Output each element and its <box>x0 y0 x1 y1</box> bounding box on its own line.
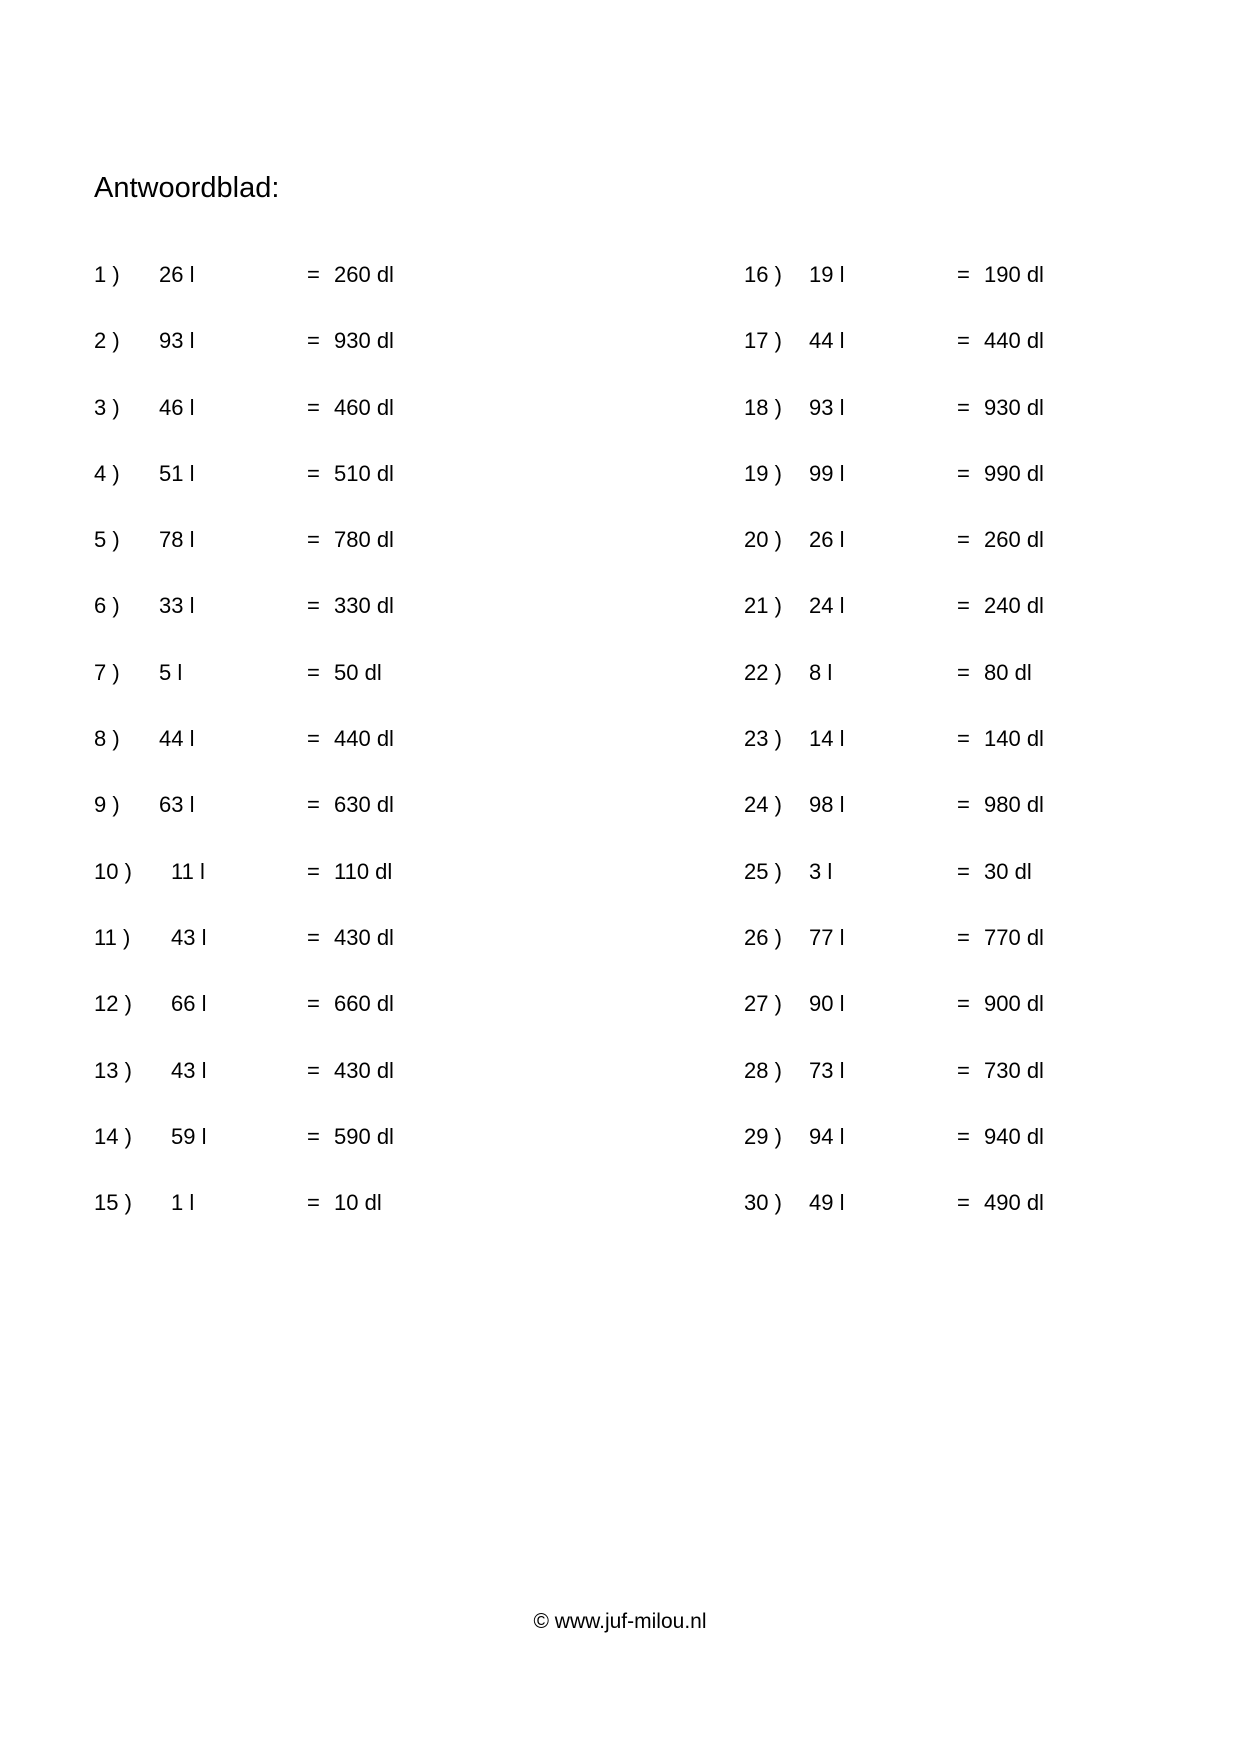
item-question: 43 l <box>171 924 207 950</box>
answer-row <box>94 395 514 461</box>
item-answer: 730 dl <box>984 1057 1044 1083</box>
item-question: 93 l <box>159 328 195 354</box>
item-equals-sign: = <box>307 328 320 354</box>
answer-row <box>94 1058 514 1124</box>
answer-row <box>744 461 1164 527</box>
answers-left-column <box>94 262 514 1256</box>
item-question: 90 l <box>809 991 845 1017</box>
item-equals-sign: = <box>957 659 970 685</box>
item-number: 22 ) <box>744 659 782 685</box>
item-question: 59 l <box>171 1123 207 1149</box>
item-number: 18 ) <box>744 394 782 420</box>
item-equals-sign: = <box>307 1057 320 1083</box>
item-answer: 430 dl <box>334 924 394 950</box>
item-equals-sign: = <box>307 726 320 752</box>
item-question: 94 l <box>809 1123 845 1149</box>
item-question: 49 l <box>809 1190 845 1216</box>
footer-copyright: © www.juf-milou.nl <box>533 1610 707 1633</box>
item-number: 26 ) <box>744 924 782 950</box>
item-equals-sign: = <box>307 394 320 420</box>
item-equals-sign: = <box>957 262 970 287</box>
item-number: 6 ) <box>94 593 120 619</box>
item-equals-sign: = <box>957 991 970 1017</box>
item-question: 5 l <box>159 659 183 685</box>
item-question: 33 l <box>159 593 195 619</box>
item-answer: 590 dl <box>334 1123 394 1149</box>
item-equals-sign: = <box>307 1190 320 1216</box>
item-answer: 330 dl <box>334 593 394 619</box>
item-question: 99 l <box>809 460 845 486</box>
answer-row <box>94 859 514 925</box>
answer-row <box>744 1190 1164 1256</box>
page-title: Antwoordblad: <box>94 172 280 204</box>
item-equals-sign: = <box>957 527 970 553</box>
item-number: 21 ) <box>744 593 782 619</box>
item-question: 1 l <box>171 1190 195 1216</box>
item-number: 5 ) <box>94 527 120 553</box>
answers-right-column <box>744 262 1164 1256</box>
item-answer: 780 dl <box>334 527 394 553</box>
item-number: 16 ) <box>744 262 782 287</box>
item-question: 66 l <box>171 991 207 1017</box>
item-equals-sign: = <box>957 792 970 818</box>
answer-row <box>94 925 514 991</box>
item-equals-sign: = <box>307 792 320 818</box>
item-equals-sign: = <box>957 726 970 752</box>
item-equals-sign: = <box>957 328 970 354</box>
item-number: 14 ) <box>94 1123 132 1149</box>
item-equals-sign: = <box>957 1123 970 1149</box>
item-answer: 240 dl <box>984 593 1044 619</box>
answer-row <box>744 1058 1164 1124</box>
answer-row <box>94 527 514 593</box>
item-answer: 30 dl <box>984 858 1032 884</box>
item-equals-sign: = <box>307 858 320 884</box>
item-question: 26 l <box>809 527 845 553</box>
item-question: 46 l <box>159 394 195 420</box>
item-number: 11 ) <box>94 924 131 950</box>
item-answer: 510 dl <box>334 460 394 486</box>
item-question: 43 l <box>171 1057 207 1083</box>
answer-row <box>744 859 1164 925</box>
item-question: 44 l <box>809 328 845 354</box>
item-question: 51 l <box>159 460 195 486</box>
answer-row <box>744 328 1164 394</box>
answer-row <box>744 925 1164 991</box>
item-answer: 770 dl <box>984 924 1044 950</box>
item-answer: 140 dl <box>984 726 1044 752</box>
item-equals-sign: = <box>957 460 970 486</box>
item-question: 44 l <box>159 726 195 752</box>
answer-row <box>94 461 514 527</box>
item-number: 20 ) <box>744 527 782 553</box>
item-number: 7 ) <box>94 659 120 685</box>
item-number: 8 ) <box>94 726 120 752</box>
answer-row <box>744 593 1164 659</box>
item-answer: 110 dl <box>334 858 393 884</box>
item-number: 19 ) <box>744 460 782 486</box>
item-question: 3 l <box>809 858 833 884</box>
answer-row <box>94 1190 514 1256</box>
answer-row <box>94 792 514 858</box>
answer-row <box>94 1124 514 1190</box>
item-equals-sign: = <box>307 924 320 950</box>
item-number: 3 ) <box>94 394 120 420</box>
item-answer: 930 dl <box>334 328 394 354</box>
item-number: 28 ) <box>744 1057 782 1083</box>
item-answer: 260 dl <box>984 527 1044 553</box>
item-number: 17 ) <box>744 328 782 354</box>
item-equals-sign: = <box>957 858 970 884</box>
item-question: 11 l <box>171 858 205 884</box>
item-number: 12 ) <box>94 991 132 1017</box>
item-equals-sign: = <box>957 593 970 619</box>
item-question: 73 l <box>809 1057 845 1083</box>
answer-row <box>744 660 1164 726</box>
item-number: 2 ) <box>94 328 120 354</box>
item-answer: 50 dl <box>334 659 382 685</box>
item-answer: 430 dl <box>334 1057 394 1083</box>
item-answer: 440 dl <box>334 726 394 752</box>
item-equals-sign: = <box>307 1123 320 1149</box>
item-equals-sign: = <box>307 593 320 619</box>
item-answer: 660 dl <box>334 991 394 1017</box>
item-question: 14 l <box>809 726 845 752</box>
item-question: 93 l <box>809 394 845 420</box>
answer-row <box>744 792 1164 858</box>
answer-row <box>94 726 514 792</box>
item-equals-sign: = <box>307 527 320 553</box>
item-question: 63 l <box>159 792 195 818</box>
item-answer: 260 dl <box>334 262 394 287</box>
item-answer: 630 dl <box>334 792 394 818</box>
answer-row <box>94 660 514 726</box>
item-answer: 190 dl <box>984 262 1044 287</box>
answer-row <box>744 262 1164 328</box>
item-question: 98 l <box>809 792 845 818</box>
item-answer: 490 dl <box>984 1190 1044 1216</box>
item-equals-sign: = <box>957 394 970 420</box>
item-equals-sign: = <box>957 1190 970 1216</box>
item-answer: 940 dl <box>984 1123 1044 1149</box>
item-number: 9 ) <box>94 792 120 818</box>
item-number: 23 ) <box>744 726 782 752</box>
item-number: 15 ) <box>94 1190 132 1216</box>
answer-row <box>94 328 514 394</box>
item-equals-sign: = <box>307 991 320 1017</box>
answer-row <box>744 527 1164 593</box>
item-answer: 990 dl <box>984 460 1044 486</box>
item-equals-sign: = <box>307 460 320 486</box>
item-number: 24 ) <box>744 792 782 818</box>
item-answer: 930 dl <box>984 394 1044 420</box>
item-question: 77 l <box>809 924 845 950</box>
item-equals-sign: = <box>307 659 320 685</box>
item-answer: 440 dl <box>984 328 1044 354</box>
item-question: 19 l <box>809 262 845 287</box>
item-equals-sign: = <box>957 924 970 950</box>
answer-row <box>744 726 1164 792</box>
item-equals-sign: = <box>307 262 320 287</box>
item-answer: 980 dl <box>984 792 1044 818</box>
answer-row <box>744 991 1164 1057</box>
item-question: 26 l <box>159 262 195 287</box>
answer-row <box>744 1124 1164 1190</box>
answer-row <box>94 991 514 1057</box>
item-answer: 80 dl <box>984 659 1032 685</box>
item-number: 30 ) <box>744 1190 782 1216</box>
item-question: 78 l <box>159 527 195 553</box>
item-number: 4 ) <box>94 460 120 486</box>
item-answer: 460 dl <box>334 394 394 420</box>
answer-row <box>94 262 514 328</box>
item-number: 10 ) <box>94 858 132 884</box>
item-number: 27 ) <box>744 991 782 1017</box>
item-number: 13 ) <box>94 1057 132 1083</box>
item-number: 29 ) <box>744 1123 782 1149</box>
item-equals-sign: = <box>957 1057 970 1083</box>
item-question: 8 l <box>809 659 833 685</box>
answer-row <box>744 395 1164 461</box>
item-answer: 900 dl <box>984 991 1044 1017</box>
item-answer: 10 dl <box>334 1190 382 1216</box>
answer-row <box>94 593 514 659</box>
item-question: 24 l <box>809 593 845 619</box>
item-number: 25 ) <box>744 858 782 884</box>
item-number: 1 ) <box>94 262 120 287</box>
